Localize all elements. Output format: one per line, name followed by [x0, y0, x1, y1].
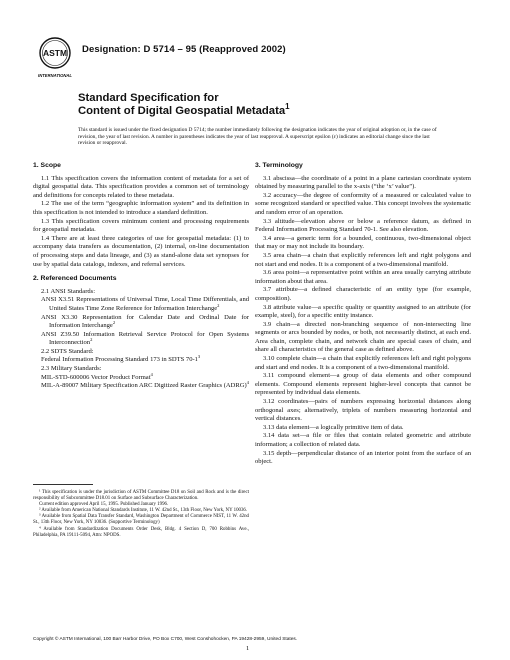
ref-section-2-2: 2.2 SDTS Standard: [41, 347, 94, 355]
footnote-2: ² Available from American National Standards Institute, 11 W. 42nd St., 13th Floor, New York, NY 10036. [39, 508, 248, 514]
copyright-notice: Copyright © ASTM International, 100 Barr Harbor Drive, PO Box C700, West Conshohocken, PA 19428-2959, United States. [33, 637, 298, 642]
term-3-11: 3.11 compound element—a group of data elements and other compound elements. Compound elements represent higher-level concepts that cannot be represented by individual data elements. [255, 372, 471, 397]
ref-section-2-3: 2.3 Military Standards: [41, 365, 102, 373]
left-column [33, 162, 249, 391]
designation: Designation: D 5714 – 95 (Reapproved 2002) [82, 44, 286, 55]
title-line-1: Standard Specification for [78, 92, 219, 104]
title-main: Content of Digital Geospatial Metadata [78, 105, 286, 117]
term-3-4: 3.4 area—a generic term for a bounded, continuous, two-dimensional object that may or may not include its boundary. [255, 234, 471, 251]
ref-ansi-z3950: ANSI Z39.50 Information Retrieval Service Protocol for Open Systems Interconnection$^2$ [41, 330, 249, 347]
term-3-6: 3.6 area point—a representative point within an area usually carrying attribute information about that area. [255, 269, 471, 285]
term-3-7: 3.7 attribute—a defined characteristic of an entity type (for example, composition). [255, 286, 471, 302]
term-3-13: 3.13 data element—a logically primitive item of data. [263, 423, 404, 431]
svg-text:ASTM: ASTM [42, 48, 68, 58]
references-heading: 2. Referenced Documents [33, 275, 117, 283]
footnote-1b: Current edition approved April 15, 1995. Published January 1996. [39, 502, 169, 508]
scope-p2: 1.2 The use of the term “geographic information system” and its definition in this specification is not intended to introduce a standard definition. [33, 200, 249, 216]
term-3-9: 3.9 chain—a directed non-branching sequence of non-intersecting line segments or arcs bounded by nodes, or both, not necessarily distinct, at each end. Area chain, complete chain, and network chain are special cases of chain, and share all characteristics of the general case as defined above. [255, 320, 471, 354]
right-column [255, 162, 471, 467]
ref-fips-173: Federal Information Processing Standard 173 in SDTS $70-1^3$ [41, 354, 201, 364]
ref-ansi-x330: ANSI X3.30 Representation for Calendar Date and Ordinal Date for Information Interchange$^2$ [41, 313, 249, 330]
page-title [78, 92, 290, 118]
ref-section-2-1: 2.1 ANSI Standards: [41, 287, 96, 295]
scope-heading: 1. Scope [33, 162, 61, 169]
ref-ansi-x351: ANSI X3.51 Representations of Universal Time, Local Time Differentials, and United States Time Zone Reference for Information Interchange$^2$ [41, 296, 249, 312]
title-line-2 [78, 102, 290, 118]
term-3-1: 3.1 abscissa—the coordinate of a point in a plane cartesian coordinate system obtained by measuring parallel to the x-axis (“the ‘x’ value”). [255, 174, 471, 191]
term-3-14: 3.14 data set—a file or files that contain related geometric and attribute information; a collection of related data. [255, 432, 471, 448]
footnote-3: ³ Available from Spatial Data Transfer Standard, Washington Department of Commerce NIST, 11 W. 42nd St., 13th Floor, New York, NY 10036. (Supportive Terminology) [33, 514, 249, 526]
scope-p4: 1.4 There are at least three categories of use for geospatial metadata: (1) to accompany data transfers as documentation, (2) internal, on-line documentation of processing steps and data lineage, and (3) as stand-alone data set synopses for use by spatial data catalogs, indexes, and referral services. [33, 234, 249, 268]
terminology-heading: 3. Terminology [255, 162, 303, 169]
term-3-12: 3.12 coordinates—pairs of numbers expressing horizontal distances along orthogonal axes; alternatively, triplets of numbers measuring horizontal and vertical distances. [255, 398, 471, 423]
footnote-rule [33, 484, 93, 485]
scope-p1: 1.1 This specification covers the information content of metadata for a set of digital geospatial data. This specification provides a common set of terminology and definitions for concepts related to these metadata. [33, 174, 249, 199]
term-3-10: 3.10 complete chain—a chain that explicitly references left and right polygons and start and end nodes. It is a component of a two-dimensional manifold. [255, 355, 471, 371]
ref-mil-std: MIL-STD-600006 Vector Product Format$^4$ [41, 371, 153, 381]
title-footnote-mark: 1 [285, 102, 290, 112]
footnotes [33, 490, 249, 539]
page-number: 1 [246, 645, 250, 652]
footnote-4: ⁴ Available from Standardization Documents Order Desk, Bldg. 4 Section D, 700 Robbins Ave., Philadelphia, PA 19111-5094, Attn: NPODS. [33, 526, 249, 538]
term-3-5: 3.5 area chain—a chain that explicitly references left and right polygons and not start and end nodes. It is a component of a two-dimensional manifold. [255, 251, 471, 268]
term-3-15: 3.15 depth—perpendicular distance of an interior point from the surface of an object. [255, 449, 471, 466]
term-3-3: 3.3 altitude—elevation above or below a reference datum, as defined in Federal Information Processing Standard 70-1. See also elevation. [255, 217, 471, 234]
astm-logo [36, 36, 74, 80]
footnote-1: ¹ This specification is under the jurisdiction of ASTM Committee D18 on Soil and Rock and is the direct responsibility of Subcommittee D18.01 on Surface and Subsurface Characterization. [33, 490, 249, 502]
term-3-2: 3.2 accuracy—the degree of conformity of a measured or calculated value to some recognized standard or specified value. This concept involves the systematic and random error of an operation. [255, 191, 471, 216]
standard-notice: This standard is issued under the fixed designation D 5714; the number immediately following the designation indicates the year of original adoption or, in the case of revision, the year of last revision. A number in parentheses indicates the year of last reapproval. A superscript epsilon (ε) indicates an editorial change since the last revision or reapproval. [78, 127, 437, 147]
term-3-8: 3.8 attribute value—a specific quality or quantity assigned to an attribute (for example, steel), for a specific entity instance. [255, 303, 471, 320]
svg-text:INTERNATIONAL: INTERNATIONAL [38, 73, 72, 78]
scope-p3: 1.3 This specification covers minimum content and processing requirements for geospatial metadata. [33, 217, 249, 234]
ref-mil-a: MIL-A-89007 Military Specification ARC Digitized Raster Graphics (ADRG)$^4$ [41, 380, 249, 390]
